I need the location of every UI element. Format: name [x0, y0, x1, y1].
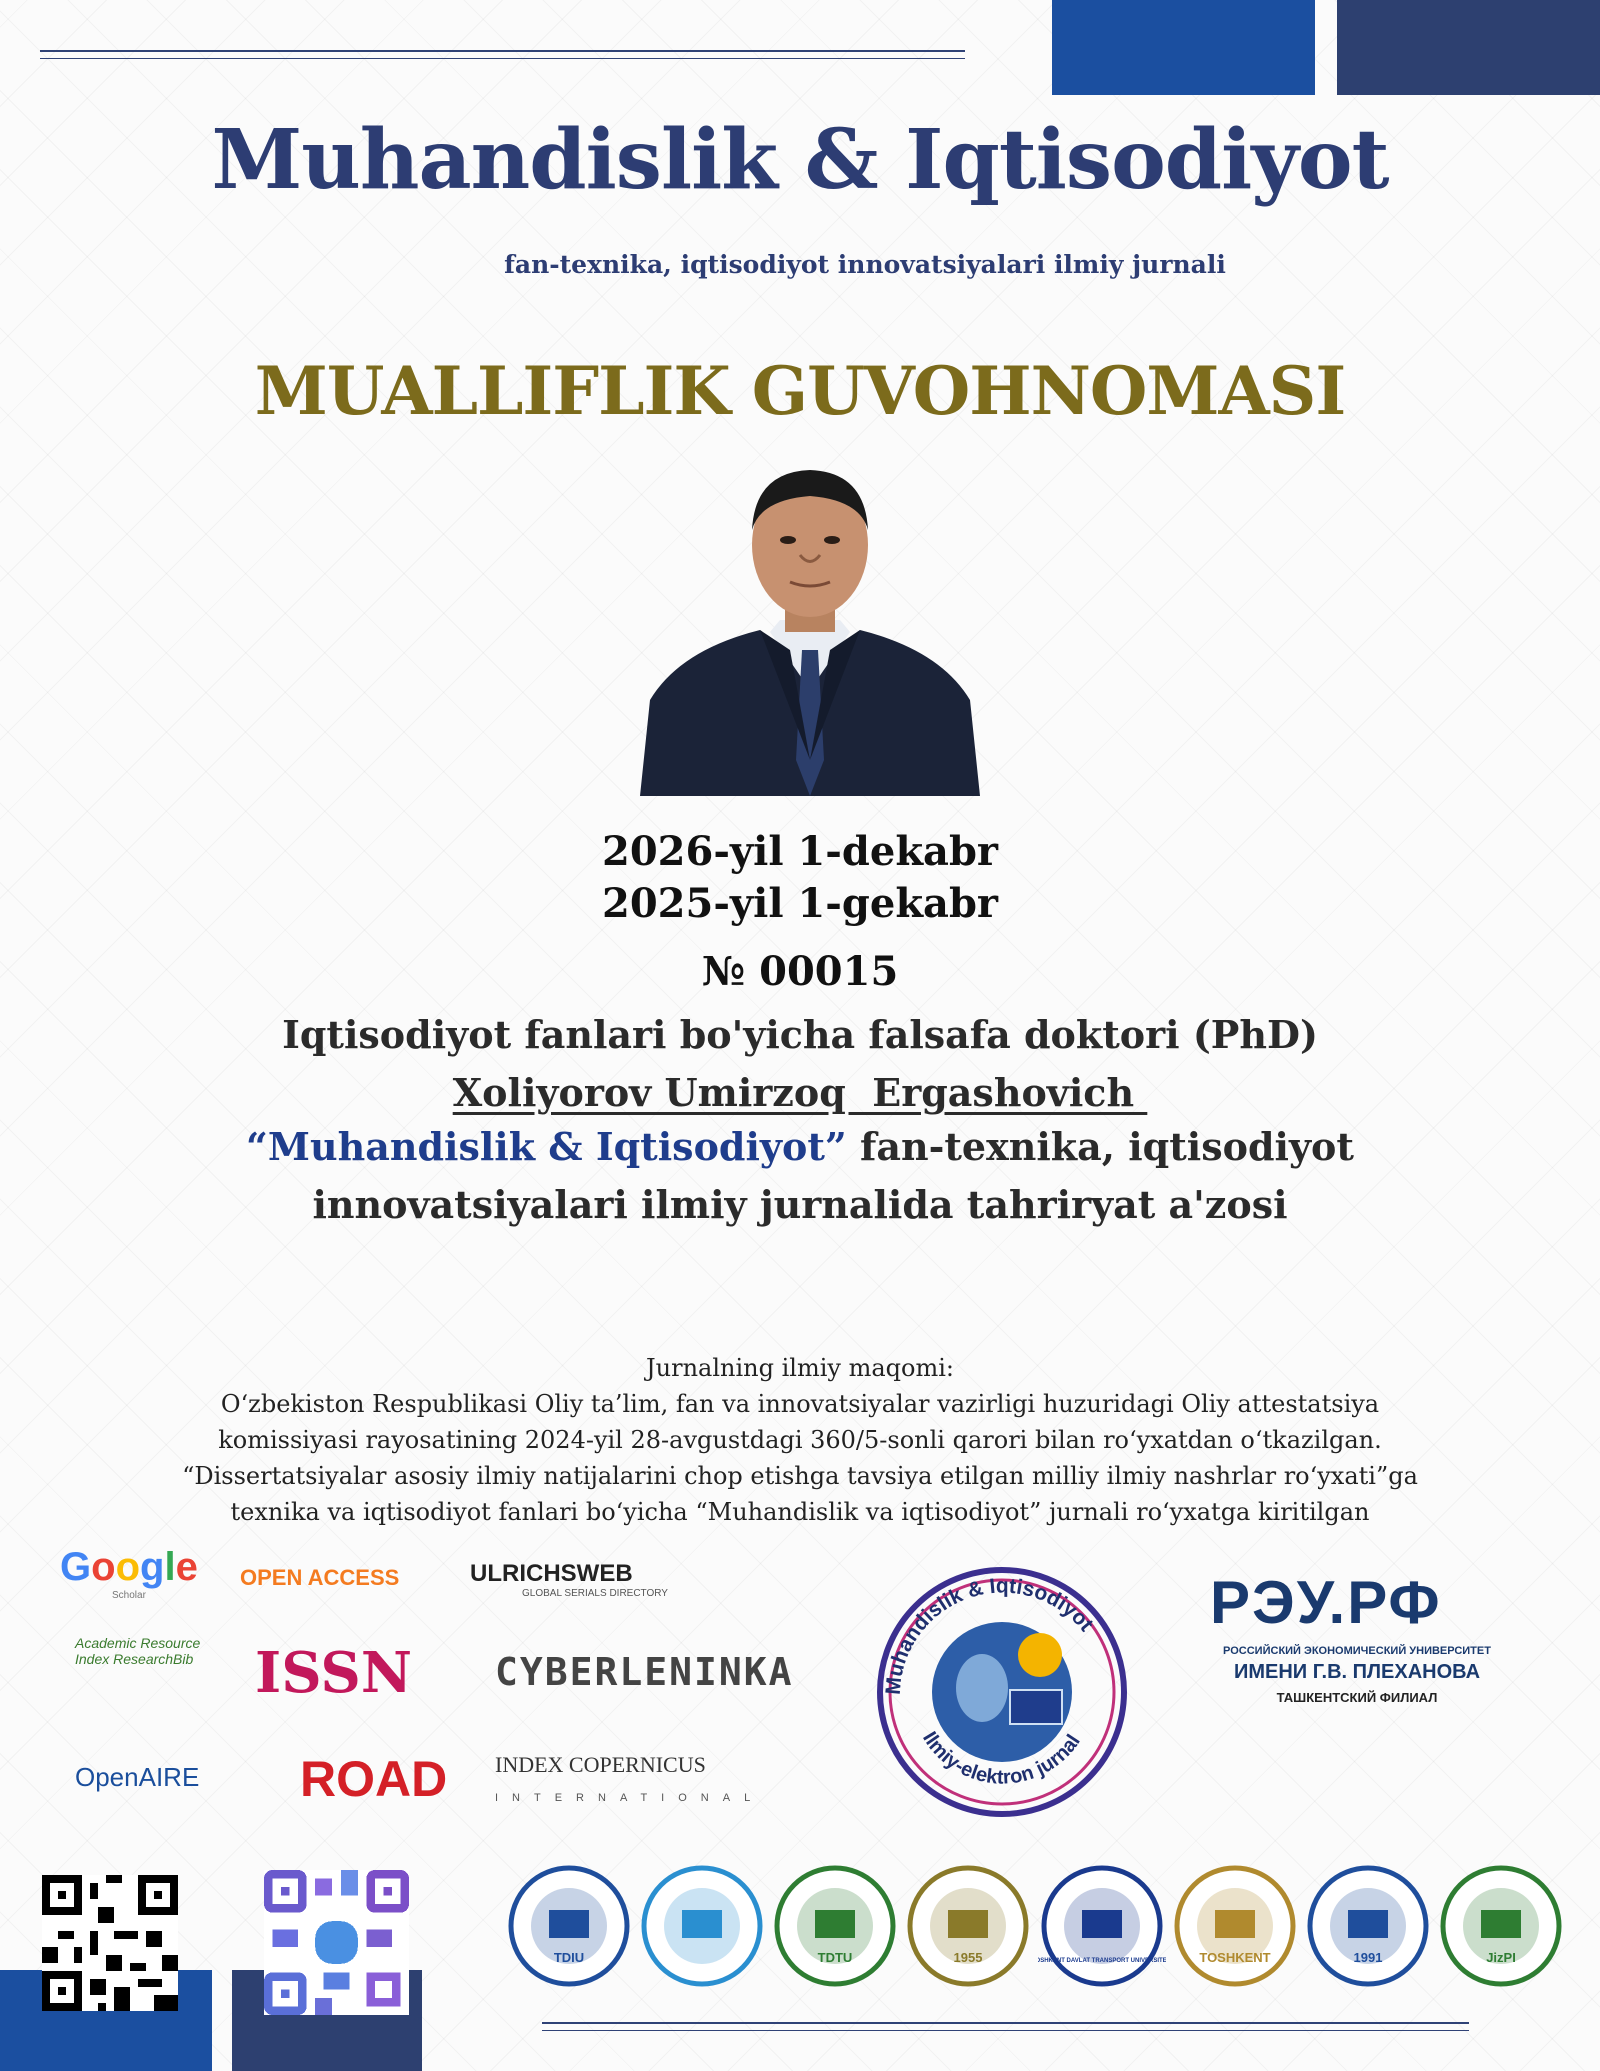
top-divider-line-thin — [40, 58, 965, 59]
university-logo — [1437, 1862, 1565, 1990]
university-logo-label: TDTU — [817, 1950, 853, 1965]
svg-text:Muhandislik & Iqtisodiyot: Muhandislik & Iqtisodiyot — [881, 1574, 1098, 1696]
cyberleninka-logo: CYBERLENINKA — [495, 1650, 794, 1694]
author-name: Xoliyorov Umirzoq Ergashovich — [452, 1070, 1148, 1115]
ulrichsweb-sub: GLOBAL SERIALS DIRECTORY — [522, 1588, 668, 1599]
status-heading: Jurnalning ilmiy maqomi: — [646, 1354, 954, 1382]
university-logo — [638, 1862, 766, 1990]
university-logo — [904, 1862, 1032, 1990]
status-line: texnika va iqtisodiyot fanlari bo‘yicha “Muhandislik va iqtisodiyot” jurnali ro‘yxatga kiritilgan — [230, 1498, 1370, 1526]
author-photo — [640, 460, 980, 796]
university-logo — [1038, 1862, 1166, 1990]
open-access-logo: OPEN ACCESS — [240, 1565, 400, 1590]
qr-code[interactable] — [42, 1875, 178, 2011]
university-logo-label: TOSHKENT — [1198, 1950, 1271, 1965]
reu-sub3: ТАШКЕНТСКИЙ ФИЛИАЛ — [1276, 1690, 1438, 1705]
openaire-logo: OpenAIRE — [75, 1762, 200, 1792]
role-line-1-rest: fan-texnika, iqtisodiyot — [846, 1124, 1354, 1169]
university-logo — [1171, 1862, 1299, 1990]
status-line: O‘zbekiston Respublikasi Oliy ta’lim, fan va innovatsiyalar vazirligi huzuridagi Oliy attestatsiya — [220, 1390, 1380, 1418]
bottom-divider-line — [542, 2022, 1469, 2024]
road-logo: ROAD — [300, 1751, 448, 1807]
ulrichsweb-logo: ULRICHSWEB — [470, 1560, 633, 1587]
svg-text:Ilmiy-elektron jurnal: Ilmiy-elektron jurnal — [918, 1728, 1085, 1789]
reu-sub2: ИМЕНИ Г.В. ПЛЕХАНОВА — [1233, 1661, 1481, 1683]
qr-code-telegram[interactable] — [264, 1870, 409, 2015]
reu-logo: РЭУ.РФ — [1210, 1569, 1442, 1636]
journal-title: Muhandislik & Iqtisodiyot — [211, 112, 1389, 208]
certificate-date-2: 2025-yil 1-gekabr — [601, 880, 998, 927]
status-line: “Dissertatsiyalar asosiy ilmiy natijalarini chop etishga tavsiya etilgan milliy ilmiy nashrlar ro‘yxati”ga — [182, 1462, 1418, 1490]
university-logo — [771, 1862, 899, 1990]
journal-emblem-logo — [870, 1560, 1135, 1820]
journal-subtitle: fan-texnika, iqtisodiyot innovatsiyalari ilmiy jurnali — [504, 250, 1226, 279]
top-divider-line — [40, 50, 965, 52]
top-accent-block — [1052, 0, 1315, 95]
top-accent-block-dark — [1337, 0, 1600, 95]
academic-resource-index-logo: Academic Resource Index ResearchBib — [75, 1635, 201, 1667]
index-copernicus-logo: INDEX COPERNICUS — [495, 1752, 706, 1777]
google-scholar-logo: Google — [60, 1545, 198, 1589]
author-role-line-2: innovatsiyalari ilmiy jurnalida tahriryat a'zosi — [312, 1182, 1288, 1227]
reu-sub: РОССИЙСКИЙ ЭКОНОМИЧЕСКИЙ УНИВЕРСИТЕТ — [1223, 1645, 1491, 1657]
certificate-number: № 00015 — [701, 948, 899, 995]
status-line: komissiyasi rayosatining 2024-yil 28-avgustdagi 360/5-sonli qarori bilan ro‘yxatdan o‘tkazilgan. — [218, 1426, 1382, 1454]
university-logo — [1304, 1862, 1432, 1990]
journal-status — [0, 1350, 1600, 1530]
university-logo-label: 1991 — [1353, 1950, 1383, 1965]
bottom-divider-line-thin — [542, 2030, 1469, 2031]
university-logo-label: 1955 — [953, 1950, 983, 1965]
university-logo-label: TOSHKENT DAVLAT TRANSPORT UNIVERSITETI — [1037, 1958, 1166, 1964]
google-scholar-sub: Scholar — [112, 1590, 146, 1601]
role-journal-name: “Muhandislik & Iqtisodiyot” — [246, 1124, 847, 1169]
author-role-line-1 — [0, 1124, 1600, 1169]
author-degree: Iqtisodiyot fanlari bo'yicha falsafa doktori (PhD) — [282, 1012, 1318, 1057]
certificate-title: MUALLIFLIK GUVOHNOMASI — [254, 352, 1346, 430]
issn-logo: ISSN — [255, 1640, 413, 1706]
index-copernicus-sub: INTERNATIONAL — [495, 1792, 765, 1804]
university-logo-label: TDIU — [553, 1950, 585, 1965]
certificate-date-1: 2026-yil 1-dekabr — [601, 828, 998, 875]
university-logo-label: JizPI — [1486, 1950, 1516, 1965]
university-logo — [505, 1862, 633, 1990]
